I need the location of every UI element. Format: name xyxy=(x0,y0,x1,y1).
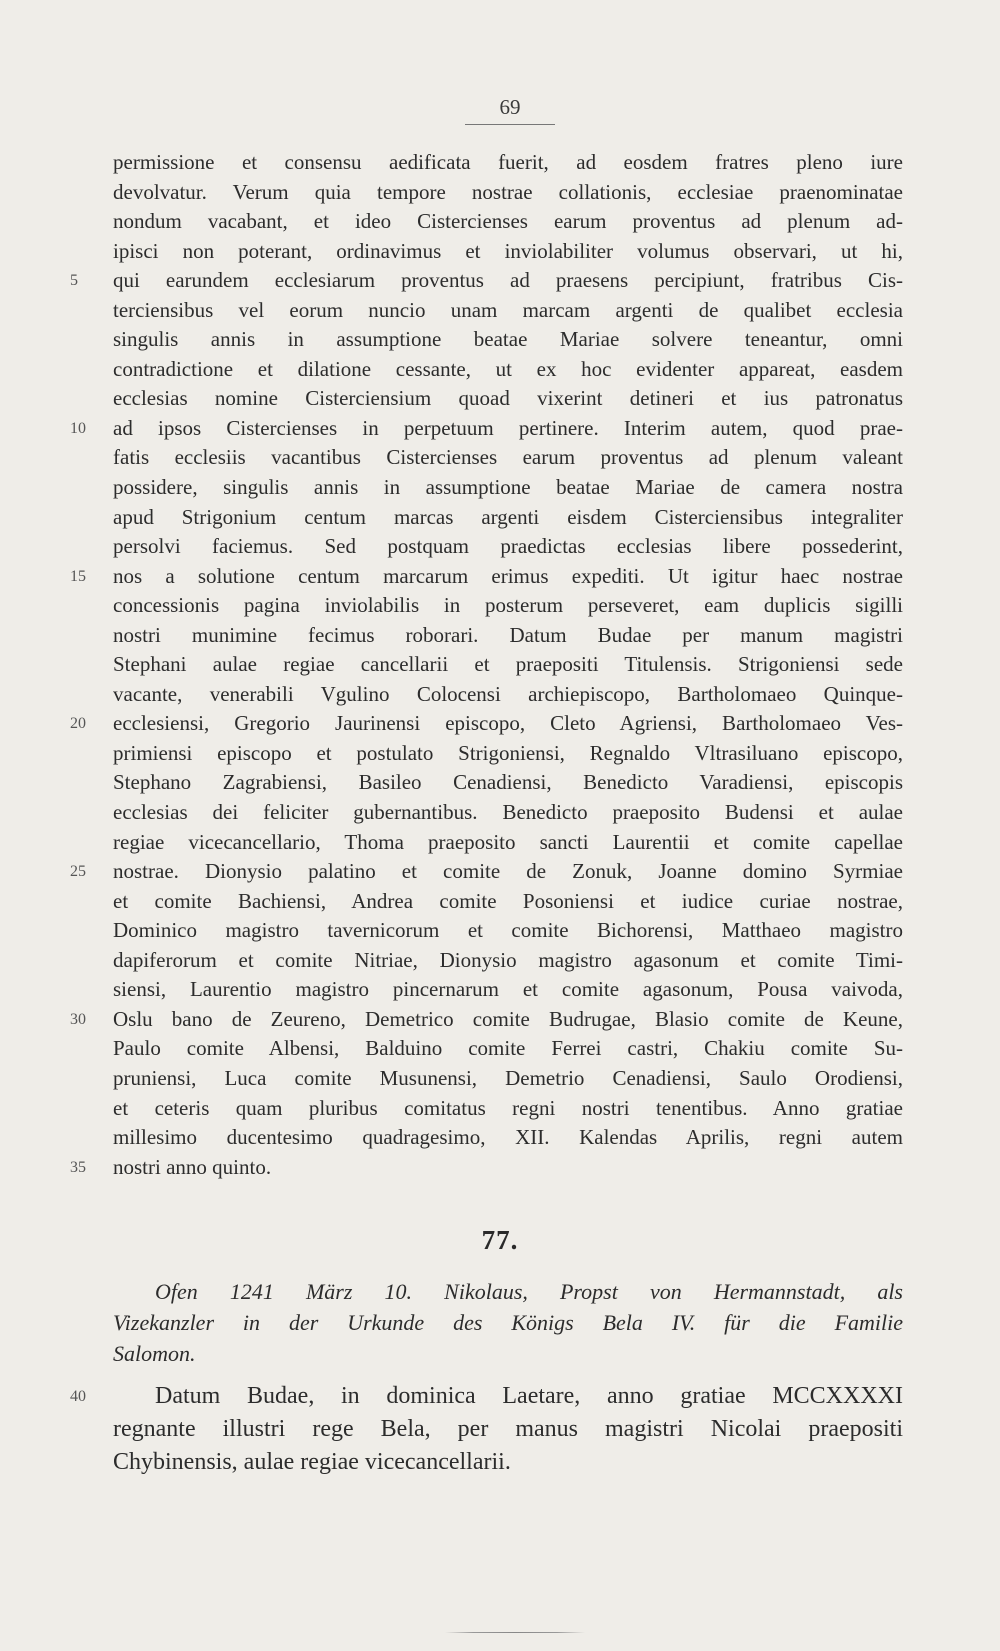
line-text: et ceteris quam pluribus comitatus regni nostri tenentibus. Anno gratiae xyxy=(113,1095,903,1120)
text-line xyxy=(113,591,903,621)
text-line xyxy=(70,266,903,296)
text-line xyxy=(70,857,903,887)
line-text: ecclesias nomine Cisterciensium quoad vixerint detineri et ius patronatus xyxy=(113,386,903,411)
text-line xyxy=(113,887,903,917)
line-text: Oslu bano de Zeureno, Demetrico comite Budrugae, Blasio comite de Keune, xyxy=(113,1006,903,1031)
line-text: apud Strigonium centum marcas argenti eisdem Cisterciensibus integraliter xyxy=(113,504,903,529)
document-excerpt xyxy=(70,1380,903,1479)
text-line xyxy=(70,414,903,444)
line-text: millesimo ducentesimo quadragesimo, XII. Kalendas Aprilis, regni autem xyxy=(113,1125,903,1150)
text-line xyxy=(113,1094,903,1124)
text-line xyxy=(70,562,903,592)
text-line xyxy=(113,1276,903,1307)
page-header xyxy=(465,95,555,125)
line-number: 5 xyxy=(70,272,78,290)
line-text: Chybinensis, aulae regiae vicecancellarii. xyxy=(113,1449,511,1475)
line-text: pruniensi, Luca comite Musunensi, Demetrio Cenadiensi, Saulo Orodiensi, xyxy=(113,1065,903,1090)
line-number: 30 xyxy=(70,1010,86,1028)
line-text: ecclesias dei feliciter gubernantibus. Benedicto praeposito Budensi et aulae xyxy=(113,800,903,825)
text-line xyxy=(113,1123,903,1153)
text-line xyxy=(70,1005,903,1035)
line-number: 25 xyxy=(70,863,86,881)
line-text: ipisci non poterant, ordinavimus et inviolabiliter volumus observari, ut hi, xyxy=(113,238,903,263)
line-number: 20 xyxy=(70,715,86,733)
line-number: 35 xyxy=(70,1158,86,1176)
text-line xyxy=(113,975,903,1005)
line-text: Dominico magistro tavernicorum et comite Bichorensi, Matthaeo magistro xyxy=(113,918,903,943)
text-line xyxy=(113,296,903,326)
line-text: nos a solutione centum marcarum erimus expediti. Ut igitur haec nostrae xyxy=(113,563,903,588)
body-text xyxy=(70,148,903,1182)
line-number: 40 xyxy=(70,1388,86,1405)
line-text: possidere, singulis annis in assumptione beatae Mariae de camera nostra xyxy=(113,475,903,500)
document-number: 77. xyxy=(481,1225,519,1255)
line-text: regiae vicecancellario, Thoma praeposito sancti Laurentii et comite capellae xyxy=(113,829,903,854)
line-text: primiensi episcopo et postulato Strigoniensi, Regnaldo Vltrasiluano episcopo, xyxy=(113,740,903,765)
text-line xyxy=(113,355,903,385)
line-text: regnante illustri rege Bela, per manus magistri Nicolai praepositi xyxy=(113,1416,903,1442)
page-number: 69 xyxy=(499,95,521,119)
line-text: fatis ecclesiis vacantibus Cistercienses earum proventus ad plenum valeant xyxy=(113,445,903,470)
text-line xyxy=(113,325,903,355)
text-line xyxy=(70,1153,903,1183)
line-text: dapiferorum et comite Nitriae, Dionysio magistro agasonum et comite Timi- xyxy=(113,947,903,972)
text-line xyxy=(113,946,903,976)
text-line xyxy=(113,532,903,562)
line-text: qui earundem ecclesiarum proventus ad praesens percipiunt, fratribus Cis- xyxy=(113,268,903,293)
text-line xyxy=(113,1446,903,1479)
line-text: Vizekanzler in der Urkunde des Königs Bela IV. für die Familie xyxy=(113,1310,903,1335)
text-line xyxy=(113,680,903,710)
text-line xyxy=(113,650,903,680)
text-line xyxy=(113,503,903,533)
line-text: contradictione et dilatione cessante, ut ex hoc evidenter appareat, easdem xyxy=(113,356,903,381)
text-line xyxy=(113,916,903,946)
line-number: 15 xyxy=(70,567,86,585)
line-text: singulis annis in assumptione beatae Mariae solvere teneantur, omni xyxy=(113,327,903,352)
line-text: terciensibus vel eorum nuncio unam marcam argenti de qualibet ecclesia xyxy=(113,297,903,322)
text-line xyxy=(113,1338,903,1369)
header-rule xyxy=(465,124,555,125)
line-text: nostri munimine fecimus roborari. Datum Budae per manum magistri xyxy=(113,622,903,647)
line-text: nostrae. Dionysio palatino et comite de Zonuk, Joanne domino Syrmiae xyxy=(113,859,903,884)
text-line xyxy=(113,473,903,503)
text-line xyxy=(113,621,903,651)
line-text: ad ipsos Cistercienses in perpetuum pertinere. Interim autem, quod prae- xyxy=(113,415,903,440)
text-line xyxy=(113,798,903,828)
text-line xyxy=(70,1380,903,1413)
line-text: concessionis pagina inviolabilis in posterum perseveret, eam duplicis sigilli xyxy=(113,593,903,618)
line-text: ecclesiensi, Gregorio Jaurinensi episcopo, Cleto Agriensi, Bartholomaeo Ves- xyxy=(113,711,903,736)
line-text: Ofen 1241 März 10. Nikolaus, Propst von Hermannstadt, als xyxy=(155,1279,903,1304)
line-text: et comite Bachiensi, Andrea comite Posoniensi et iudice curiae nostrae, xyxy=(113,888,903,913)
line-text: nostri anno quinto. xyxy=(113,1154,272,1179)
text-line xyxy=(113,237,903,267)
line-text: Datum Budae, in dominica Laetare, anno gratiae MCCXXXXI xyxy=(155,1383,903,1409)
text-line xyxy=(113,178,903,208)
text-line xyxy=(113,1034,903,1064)
line-text: Stephano Zagrabiensi, Basileo Cenadiensi, Benedicto Varadiensi, episcopis xyxy=(113,770,903,795)
text-line xyxy=(113,384,903,414)
text-line xyxy=(113,148,903,178)
line-text: nondum vacabant, et ideo Cistercienses earum proventus ad plenum ad- xyxy=(113,209,903,234)
line-text: vacante, venerabili Vgulino Colocensi archiepiscopo, Bartholomaeo Quinque- xyxy=(113,681,903,706)
text-line xyxy=(113,828,903,858)
text-line xyxy=(70,709,903,739)
text-line xyxy=(113,1413,903,1446)
text-line xyxy=(113,1307,903,1338)
text-line xyxy=(113,739,903,769)
bottom-mark xyxy=(445,1632,585,1633)
text-line xyxy=(113,1064,903,1094)
regest xyxy=(113,1276,903,1369)
line-number: 10 xyxy=(70,419,86,437)
text-line xyxy=(113,207,903,237)
line-text: permissione et consensu aedificata fuerit, ad eosdem fratres pleno iure xyxy=(113,150,903,174)
text-line xyxy=(113,443,903,473)
line-text: Salomon. xyxy=(113,1341,196,1366)
line-text: siensi, Laurentio magistro pincernarum et comite agasonum, Pousa vaivoda, xyxy=(113,977,903,1002)
line-text: Paulo comite Albensi, Balduino comite Ferrei castri, Chakiu comite Su- xyxy=(113,1036,903,1061)
text-line xyxy=(113,768,903,798)
line-text: devolvatur. Verum quia tempore nostrae collationis, ecclesiae praenominatae xyxy=(113,179,903,204)
line-text: persolvi faciemus. Sed postquam praedictas ecclesias libere possederint, xyxy=(113,534,903,559)
line-text: Stephani aulae regiae cancellarii et praepositi Titulensis. Strigoniensi sede xyxy=(113,652,903,677)
